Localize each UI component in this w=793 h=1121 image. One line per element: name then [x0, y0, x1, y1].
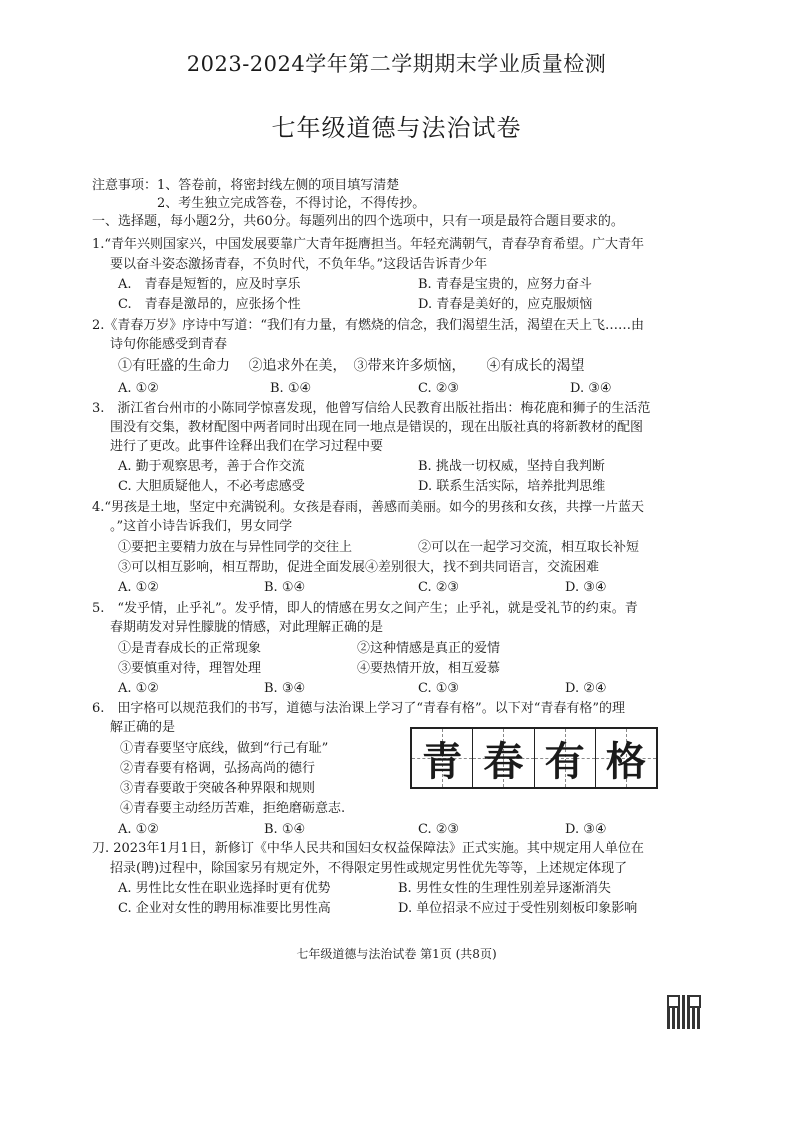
q3-option-a: A. 勤于观察思考，善于合作交流 [118, 459, 305, 474]
q3-stem-line-1: 3. 浙江省台州市的小陈同学惊喜发现，他曾写信给人民教育出版社指出：梅花鹿和狮子的生活范 [92, 401, 651, 416]
q4-option-d: D. ③④ [565, 580, 607, 595]
q4-stem-line-1: 4.“男孩是土地，坚定中充满锐利。女孩是春雨，善感而美丽。如今的男孩和女孩，共撑一片蓝天 [92, 500, 645, 515]
q1-stem-line-2: 要以奋斗姿态激扬青春，不负时代，不负年华。”这段话告诉青少年 [110, 257, 488, 272]
q6-stem-line-2: 解正确的是 [110, 720, 176, 735]
q1-option-a: A. 青春是短暂的，应及时享乐 [118, 277, 301, 292]
calligraphy-char: 格 [605, 737, 646, 785]
q1-option-b: B. 青春是宝贵的，应努力奋斗 [418, 277, 592, 292]
calligraphy-char: 有 [544, 737, 585, 785]
q4-statement-2: ②可以在一起学习交流，相互取长补短 [418, 540, 640, 555]
q2-statements: ①有旺盛的生命力 ②追求外在美， ③带来许多烦恼， ④有成长的渴望 [118, 358, 585, 374]
q7-stem-line-1: 刀. 2023年1月1日，新修订《中华人民共和国妇女权益保障法》正式实施。其中规定用人单位在 [92, 841, 644, 856]
q5-statement-4: ④要热情开放，相互爱慕 [357, 661, 501, 676]
tianzige-calligraphy-image [410, 727, 658, 789]
q7-option-d: D. 单位招录不应过于受性别刻板印象影响 [398, 901, 638, 916]
q2-option-c: C. ②③ [418, 381, 460, 396]
q4-statement-3-4: ③可以相互影响，相互帮助，促进全面发展④差别很大，找不到共同语言，交流困难 [118, 560, 600, 575]
q4-option-b: B. ①④ [264, 580, 306, 595]
q2-option-b: B. ①④ [270, 381, 312, 396]
q3-option-b: B. 挑战一切权威，坚持自我判断 [418, 459, 605, 474]
tianzige-cell [412, 729, 473, 787]
q3-option-d: D. 联系生活实际，培养批判思维 [418, 479, 606, 494]
exam-subtitle: 七年级道德与法治试卷 [271, 114, 522, 142]
q1-stem-line-1: 1.“青年兴则国家兴，中国发展要靠广大青年挺膺担当。年轻充满朝气，青春孕育希望。广大青年 [92, 237, 645, 252]
tianzige-cell [473, 729, 534, 787]
q7-option-b: B. 男性女性的生理性别差异逐渐消失 [398, 881, 611, 896]
q4-option-c: C. ②③ [418, 580, 460, 595]
q4-option-a: A. ①② [118, 580, 159, 595]
q5-stem-line-2: 春期萌发对异性朦胧的情感，对此理解正确的是 [110, 620, 384, 635]
q7-option-c: C. 企业对女性的聘用标准要比男性高 [118, 901, 331, 916]
q5-option-b: B. ③④ [264, 681, 306, 696]
q2-option-a: A. ①② [118, 381, 159, 396]
q6-option-c: C. ②③ [418, 822, 460, 837]
q5-statement-1: ①是青春成长的正常现象 [118, 641, 262, 656]
q2-option-d: D. ③④ [570, 381, 612, 396]
q5-option-d: D. ②④ [565, 681, 607, 696]
exam-title: 2023-2024学年第二学期期末学业质量检测 [186, 52, 607, 76]
q5-option-a: A. ①② [118, 681, 159, 696]
q7-option-a: A. 男性比女性在职业选择时更有优势 [118, 881, 331, 896]
q2-stem-line-1: 2.《青春万岁》序诗中写道：“我们有力量，有燃烧的信念，我们渴望生活，渴望在天上飞……由 [92, 318, 645, 333]
tianzige-cell [596, 729, 656, 787]
q5-statement-2: ②这种情感是真正的爱情 [357, 641, 501, 656]
qr-code-icon [667, 995, 701, 1029]
q6-statement-2: ②青春要有格调，弘扬高尚的德行 [120, 761, 316, 776]
tianzige-cell [535, 729, 596, 787]
q1-option-d: D. 青春是美好的，应克服烦恼 [418, 297, 593, 312]
q1-option-c: C. 青春是激昂的，应张扬个性 [118, 297, 301, 312]
q5-option-c: C. ①③ [418, 681, 460, 696]
q6-statement-4: ④青春要主动经历苦难，拒绝磨砺意志. [120, 801, 346, 816]
q7-stem-line-2: 招录(聘)过程中，除国家另有规定外，不得限定男性或规定男性优先等等，上述规定体现了 [110, 861, 628, 876]
page-footer: 七年级道德与法治试卷 第1页 (共8页) [296, 947, 497, 961]
q5-stem-line-1: 5. “发乎情，止乎礼”。发乎情，即人的情感在男女之间产生；止乎礼，就是受礼节的约束。青 [92, 601, 638, 616]
notice-line-2: 2、考生独立完成答卷，不得讨论，不得传抄。 [157, 196, 426, 211]
q6-stem-line-1: 6. 田字格可以规范我们的书写，道德与法治课上学习了“青春有格”。以下对“青春有格”的理 [92, 701, 625, 716]
calligraphy-char: 春 [483, 737, 524, 785]
q6-option-a: A. ①② [118, 822, 159, 837]
q6-statement-3: ③青春要敢于突破各种界限和规则 [120, 781, 316, 796]
q4-stem-line-2: 。”这首小诗告诉我们，男女同学 [110, 519, 293, 534]
q6-option-b: B. ①④ [264, 822, 306, 837]
q6-option-d: D. ③④ [565, 822, 607, 837]
section-heading: 一、选择题，每小题2分，共60分。每题列出的四个选项中，只有一项是最符合题目要求的。 [92, 214, 624, 229]
q3-stem-line-3: 进行了更改。此事件诠释出我们在学习过程中要 [110, 439, 384, 454]
q3-stem-line-2: 围没有交集，教材配图中两者同时出现在同一地点是错误的，现在出版社真的将新教材的配图 [110, 420, 644, 435]
notice-line-1: 注意事项：1、答卷前，将密封线左侧的项目填写清楚 [92, 178, 400, 193]
q4-statement-1: ①要把主要精力放在与异性同学的交往上 [118, 540, 353, 555]
q5-statement-3: ③要慎重对待，理智处理 [118, 661, 262, 676]
q2-stem-line-2: 诗句你能感受到青春 [110, 337, 228, 352]
calligraphy-char: 青 [422, 737, 463, 785]
q6-statement-1: ①青春要坚守底线，做到“行己有耻” [120, 741, 329, 756]
q3-option-c: C. 大胆质疑他人，不必考虑感受 [118, 479, 305, 494]
